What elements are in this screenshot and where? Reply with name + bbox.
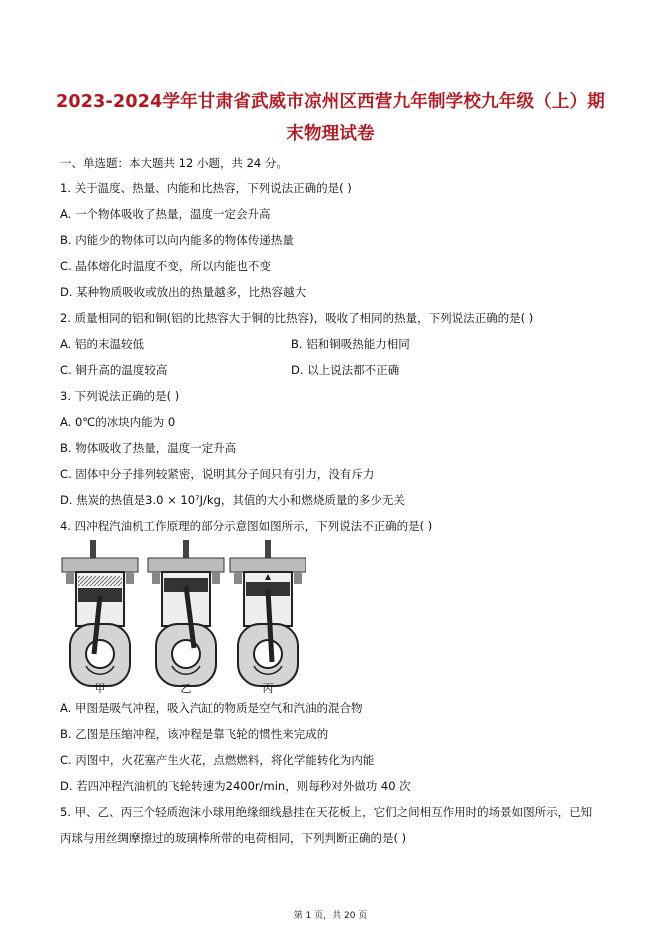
engine-strokes-figure [60,536,306,694]
question-4-stem: 4. 四冲程汽油机工作原理的部分示意图如图所示，下列说法不正确的是( ) [60,519,433,533]
section-heading: 一、单选题：本大题共 12 小题，共 24 分。 [60,156,288,170]
engine-diagram-yi [148,540,224,686]
question-1-stem: 1. 关于温度、热量、内能和比热容，下列说法正确的是( ) [60,181,352,195]
question-1-option-b: B. 内能少的物体可以向内能多的物体传递热量 [60,233,294,247]
page-number: 第 1 页，共 20 页 [293,911,368,921]
figure-label-yi: 乙 [180,682,192,695]
question-4-option-b: B. 乙图是压缩冲程，该冲程是靠飞轮的惯性来完成的 [60,727,329,741]
figure-label-bing: 丙 [262,682,274,695]
question-4-option-a: A. 甲图是吸气冲程，吸入汽缸的物质是空气和汽油的混合物 [60,701,363,715]
question-3-stem: 3. 下列说法正确的是( ) [60,389,180,403]
question-5-stem-line2: 丙球与用丝绸摩擦过的玻璃棒所带的电荷相同，下列判断正确的是( ) [60,831,407,845]
question-3-option-d: D. 焦炭的热值是3.0 × 10⁷J/kg，其值的大小和燃烧质量的多少无关 [60,493,405,507]
question-4-option-c: C. 丙图中，火花塞产生火花，点燃燃料，将化学能转化为内能 [60,753,375,767]
figure-label-jia: 甲 [94,682,106,695]
question-2-option-b: B. 铝和铜吸热能力相同 [291,337,410,351]
question-2-option-a: A. 铝的末温较低 [60,337,144,351]
question-2-option-c: C. 铜升高的温度较高 [60,363,168,377]
engine-diagram-bing [230,540,306,686]
exam-title-line1: 2023-2024学年甘肃省武威市凉州区西营九年制学校九年级（上）期 [56,92,605,112]
question-2-stem: 2. 质量相同的铝和铜(铝的比热容大于铜的比热容)，吸收了相同的热量，下列说法正确的是( ) [60,311,534,325]
question-1-option-a: A. 一个物体吸收了热量，温度一定会升高 [60,207,271,221]
question-3-option-b: B. 物体吸收了热量，温度一定升高 [60,441,237,455]
question-1-option-c: C. 晶体熔化时温度不变，所以内能也不变 [60,259,271,273]
question-5-stem-line1: 5. 甲、乙、丙三个轻质泡沫小球用绝缘细线悬挂在天花板上，它们之间相互作用时的场景如图所示，已知 [60,805,593,819]
engine-diagram-jia [62,540,138,686]
question-2-option-d: D. 以上说法都不正确 [291,363,400,377]
question-4-option-d: D. 若四冲程汽油机的飞轮转速为2400r/min，则每秒对外做功 40 次 [60,779,411,793]
exam-title-line2: 末物理试卷 [286,124,375,144]
question-1-option-d: D. 某种物质吸收或放出的热量越多，比热容越大 [60,285,307,299]
question-3-option-c: C. 固体中分子排列较紧密，说明其分子间只有引力，没有斥力 [60,467,375,481]
question-3-option-a: A. 0℃的冰块内能为 0 [60,415,176,429]
